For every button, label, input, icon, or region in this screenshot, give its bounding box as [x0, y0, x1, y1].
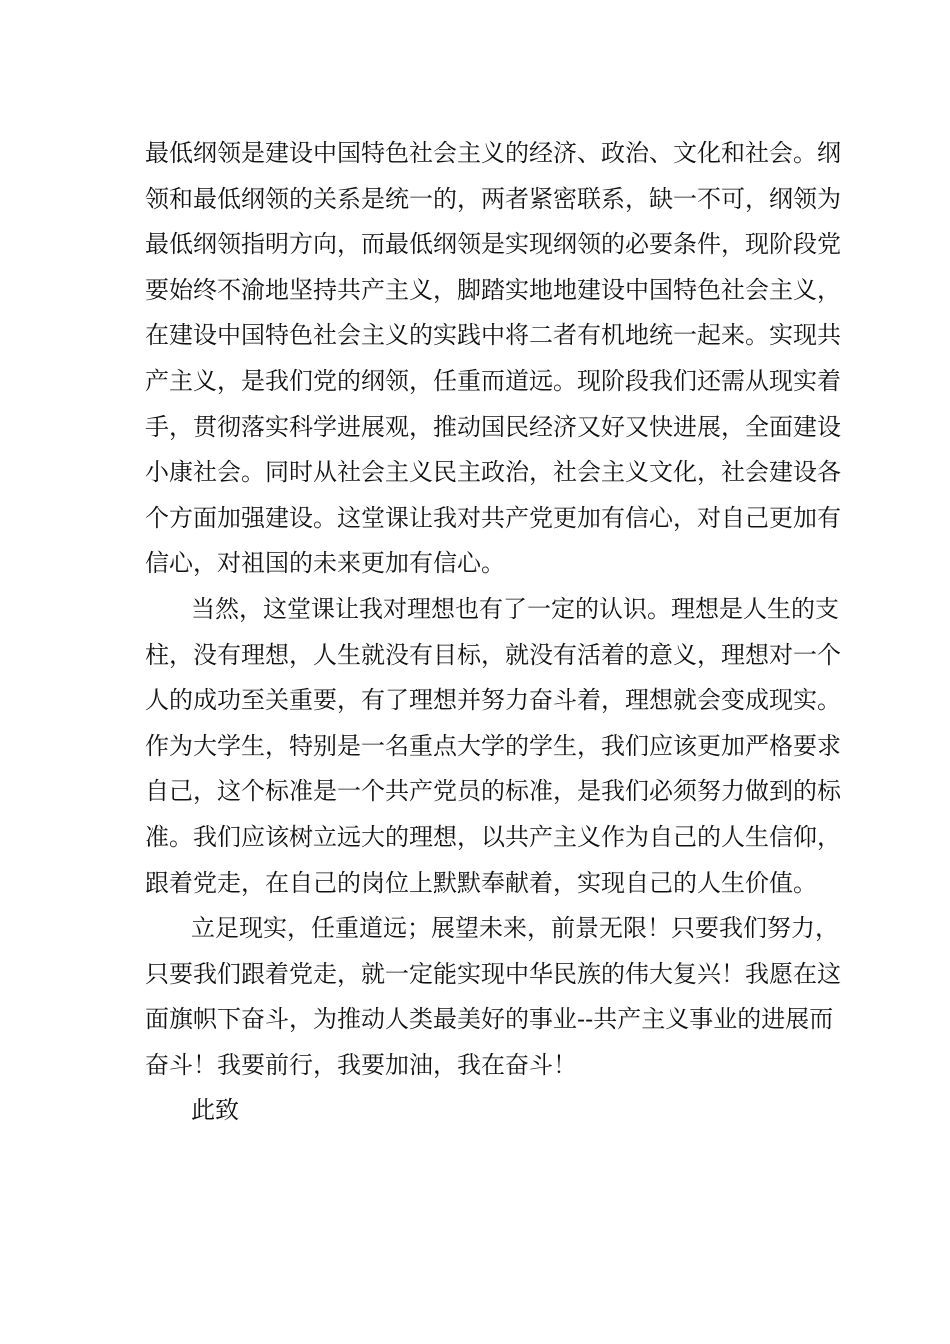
text-line: 跟着党走，在自己的岗位上默默奉献着，实现自己的人生价值。 — [145, 868, 817, 897]
text-line: 立足现实，任重道远；展望未来，前景无限！只要我们努力， — [191, 914, 839, 943]
text-line: 此致 — [191, 1096, 239, 1125]
text-line: 最低纲领指明方向，而最低纲领是实现纲领的必要条件，现阶段党 — [145, 230, 841, 259]
text-line: 小康社会。同时从社会主义民主政治，社会主义文化，社会建设各 — [145, 458, 841, 487]
text-line: 作为大学生，特别是一名重点大学的学生，我们应该更加严格要求 — [145, 731, 841, 760]
text-line: 领和最低纲领的关系是统一的，两者紧密联系，缺一不可，纲领为 — [145, 184, 841, 213]
text-line: 面旗帜下奋斗，为推动人类最美好的事业--共产主义事业的进展而 — [145, 1005, 834, 1034]
text-line: 最低纲领是建设中国特色社会主义的经济、政治、文化和社会。纲 — [145, 139, 841, 167]
text-line: 当然，这堂课让我对理想也有了一定的认识。理想是人生的支 — [191, 594, 839, 623]
text-line: 柱，没有理想，人生就没有目标，就没有活着的意义，理想对一个 — [145, 640, 841, 669]
text-line: 信心，对祖国的未来更加有信心。 — [145, 549, 505, 578]
text-line: 产主义，是我们党的纲领，任重而道远。现阶段我们还需从现实着 — [145, 366, 841, 395]
text-line: 准。我们应该树立远大的理想，以共产主义作为自己的人生信仰， — [145, 822, 841, 851]
text-line: 奋斗！我要前行，我要加油，我在奋斗！ — [145, 1050, 577, 1079]
text-line: 自己，这个标准是一个共产党员的标准，是我们必须努力做到的标 — [145, 777, 841, 806]
document-body — [145, 131, 841, 1134]
text-line: 在建设中国特色社会主义的实践中将二者有机地统一起来。实现共 — [145, 321, 841, 350]
text-line: 人的成功至关重要，有了理想并努力奋斗着，理想就会变成现实。 — [145, 686, 841, 715]
text-line: 个方面加强建设。这堂课让我对共产党更加有信心，对自己更加有 — [145, 503, 841, 532]
text-line: 手，贯彻落实科学进展观，推动国民经济又好又快进展，全面建设 — [145, 412, 841, 441]
text-line: 只要我们跟着党走，就一定能实现中华民族的伟大复兴！我愿在这 — [145, 959, 841, 988]
text-line: 要始终不渝地坚持共产主义，脚踏实地地建设中国特色社会主义， — [145, 275, 841, 304]
